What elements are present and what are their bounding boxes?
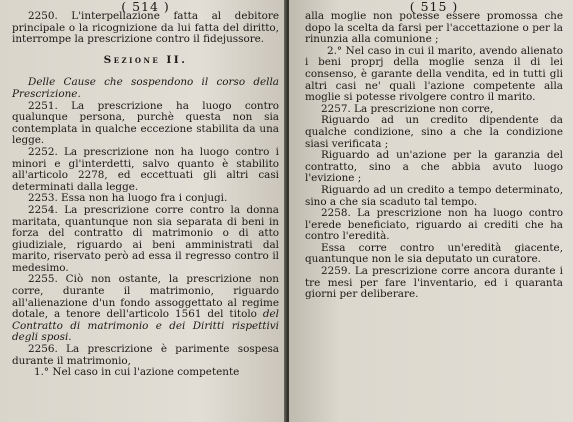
article-2250: 2250. L'interpellazione fatta al debitore principale o la ricognizione da lui fatta del diritto, interrompe la prescrizione contro il fidejussore. [12,10,279,46]
right-page [289,0,573,422]
article-2254: 2254. La prescrizione corre contro la donna maritata, quantunque non sia separata di beni in forza del contratto di matrimonio o di atto giudiziale, riguardo ai beni amministrati dal marito, riservato però ad essa il regresso contro il medesimo. [12,203,279,274]
article-2255-title-ref: del Contratto di matrimonio e dei Diritti rispettivi degli sposi [12,308,279,344]
article-2255 [12,274,279,344]
article-2258: 2258. La prescrizione non ha luogo contro l'erede beneficiato, riguardo ai crediti che ha contro l'eredità. [305,207,563,243]
article-2253: 2253. Essa non ha luogo fra i conjugi. [28,192,228,205]
article-2257: 2257. La prescrizione non corre, [321,102,494,115]
article-2257-case-2: Riguardo ad un'azione per la garanzia del contratto, sino a che abbia avuto luogo l'evizione ; [305,149,563,185]
article-2255-end: . [68,331,72,344]
article-2257-case-3: Riguardo ad un credito a tempo determinato, sino a che sia scaduto tal tempo. [305,183,563,208]
right-page-text [305,11,563,301]
article-2256-item-2: 2.° Nel caso in cui il marito, avendo alienato i beni proprj della moglie senza il di lei consenso, è garante della vendita, ed in tutti gli altri casi ne' quali l'azione competente alla moglie si potesse rivolgere contro il marito. [305,44,563,104]
article-2257-case-1: Riguardo ad un credito dipendente da qualche condizione, sino a che la condizione siasi verificata ; [305,114,563,150]
section-heading: Sezione II. [103,53,188,66]
article-2255-text: 2255. Ciò non ostante, la prescrizione non corre, durante il matrimonio, riguardo all'alienazione d'un fondo assoggettato al regime dotale, a tenore dell'articolo 1561 del titolo [12,273,279,321]
section-title: Delle Cause che sospendono il corso della Prescrizione. [12,76,279,100]
article-2256-item-1-cont: alla moglie non potesse essere promossa che dopo la scelta da farsi per l'accettazione o per la rinunzia alla comunione ; [305,10,563,46]
article-2258-cont: Essa corre contro un'eredità giacente, quantunque non le sia deputato un curatore. [305,241,563,266]
page-number-right: ( 515 ) [409,0,459,14]
article-2259: 2259. La prescrizione corre ancora durante i tre mesi per fare l'inventario, ed i quaranta giorni per deliberare. [305,265,563,301]
article-2256-item-1: 1.° Nel caso in cui l'azione competente [34,366,240,379]
article-2251: 2251. La prescrizione ha luogo contro qualunque persona, purchè questa non sia contemplata in qualche eccezione stabilita da una legge. [12,99,279,147]
left-page-text [12,11,279,379]
article-2252: 2252. La prescrizione non ha luogo contro i minori e gl'interdetti, salvo quanto è stabilito all'articolo 2278, ed eccettuati gli altri casi determinati dalla legge. [12,145,279,193]
article-2256: 2256. La prescrizione è parimente sospesa durante il matrimonio, [12,343,279,367]
page-number-left: ( 514 ) [121,0,170,14]
